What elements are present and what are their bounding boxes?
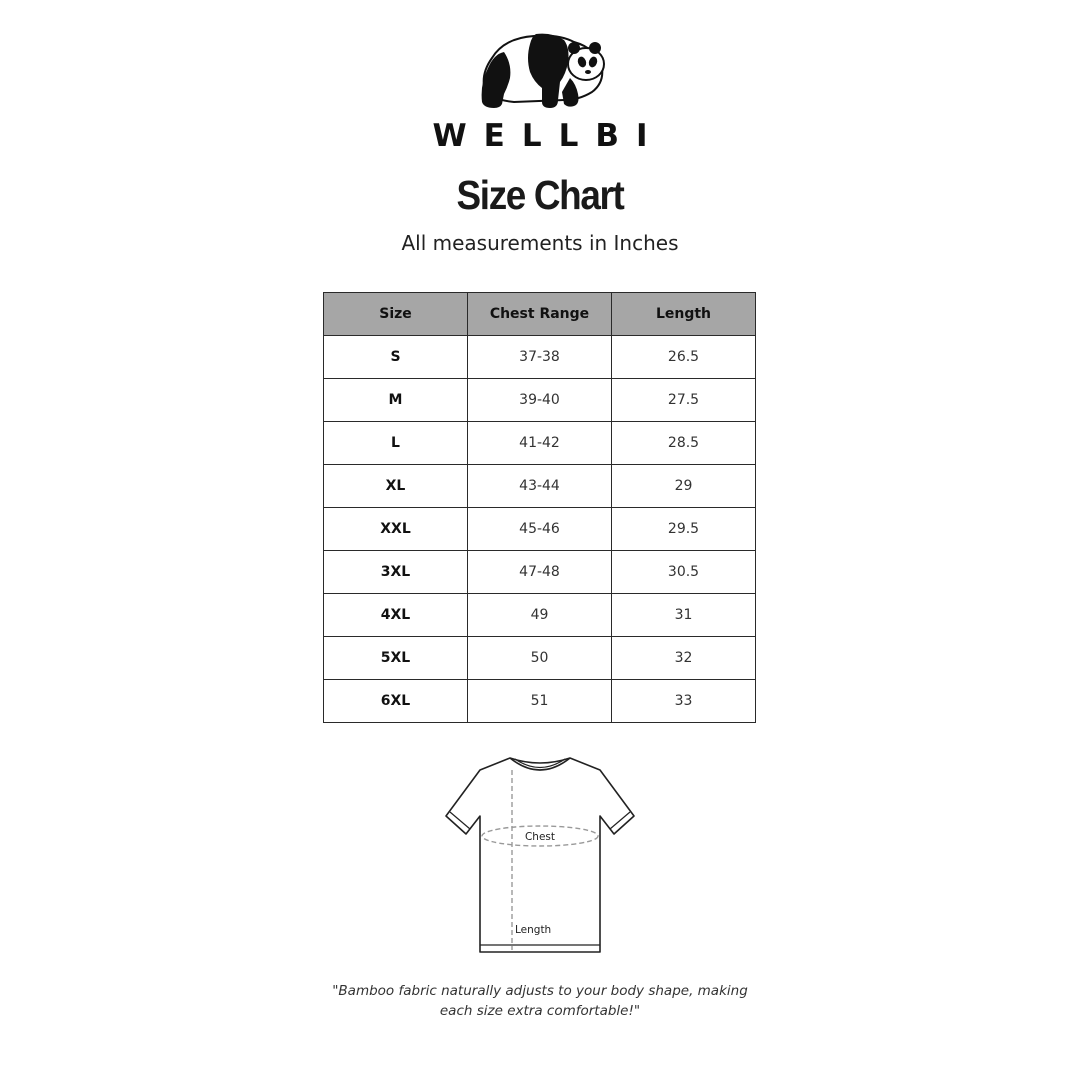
size-cell: 3XL [324,551,468,594]
tshirt-icon [440,752,640,958]
panda-icon [474,28,606,112]
size-cell: S [324,336,468,379]
size-table [323,292,756,723]
size-cell: 4XL [324,594,468,637]
size-cell: XXL [324,508,468,551]
length-cell: 31 [612,594,756,637]
quote-line-1: "Bamboo fabric naturally adjusts to your body shape, making [332,983,748,999]
column-header-chest-range: Chest Range [468,293,612,336]
column-header-length: Length [612,293,756,336]
table-row [324,637,756,680]
length-cell: 26.5 [612,336,756,379]
chest-cell: 39-40 [468,379,612,422]
table-row [324,594,756,637]
size-cell: M [324,379,468,422]
chest-cell: 49 [468,594,612,637]
chest-cell: 37-38 [468,336,612,379]
chest-label: Chest [524,831,556,843]
chest-cell: 47-48 [468,551,612,594]
length-cell: 33 [612,680,756,723]
length-label: Length [515,924,552,936]
table-header-row [324,293,756,336]
table-row [324,422,756,465]
chest-cell: 51 [468,680,612,723]
page-title: Size Chart [456,172,624,218]
quote-line-2: each size extra comfortable!" [439,1003,641,1019]
length-cell: 32 [612,637,756,680]
table-row [324,680,756,723]
table-row [324,336,756,379]
length-cell: 30.5 [612,551,756,594]
size-cell: L [324,422,468,465]
chest-cell: 50 [468,637,612,680]
length-cell: 29.5 [612,508,756,551]
size-cell: XL [324,465,468,508]
page-subtitle: All measurements in Inches [401,231,679,255]
chest-cell: 41-42 [468,422,612,465]
chest-cell: 43-44 [468,465,612,508]
length-cell: 27.5 [612,379,756,422]
table-row [324,379,756,422]
length-cell: 29 [612,465,756,508]
column-header-size: Size [324,293,468,336]
size-cell: 5XL [324,637,468,680]
table-row [324,551,756,594]
table-row [324,508,756,551]
table-row [324,465,756,508]
chest-cell: 45-46 [468,508,612,551]
footer-quote [0,981,1080,1021]
length-cell: 28.5 [612,422,756,465]
brand-name: WELLBI [432,118,665,154]
size-cell: 6XL [324,680,468,723]
